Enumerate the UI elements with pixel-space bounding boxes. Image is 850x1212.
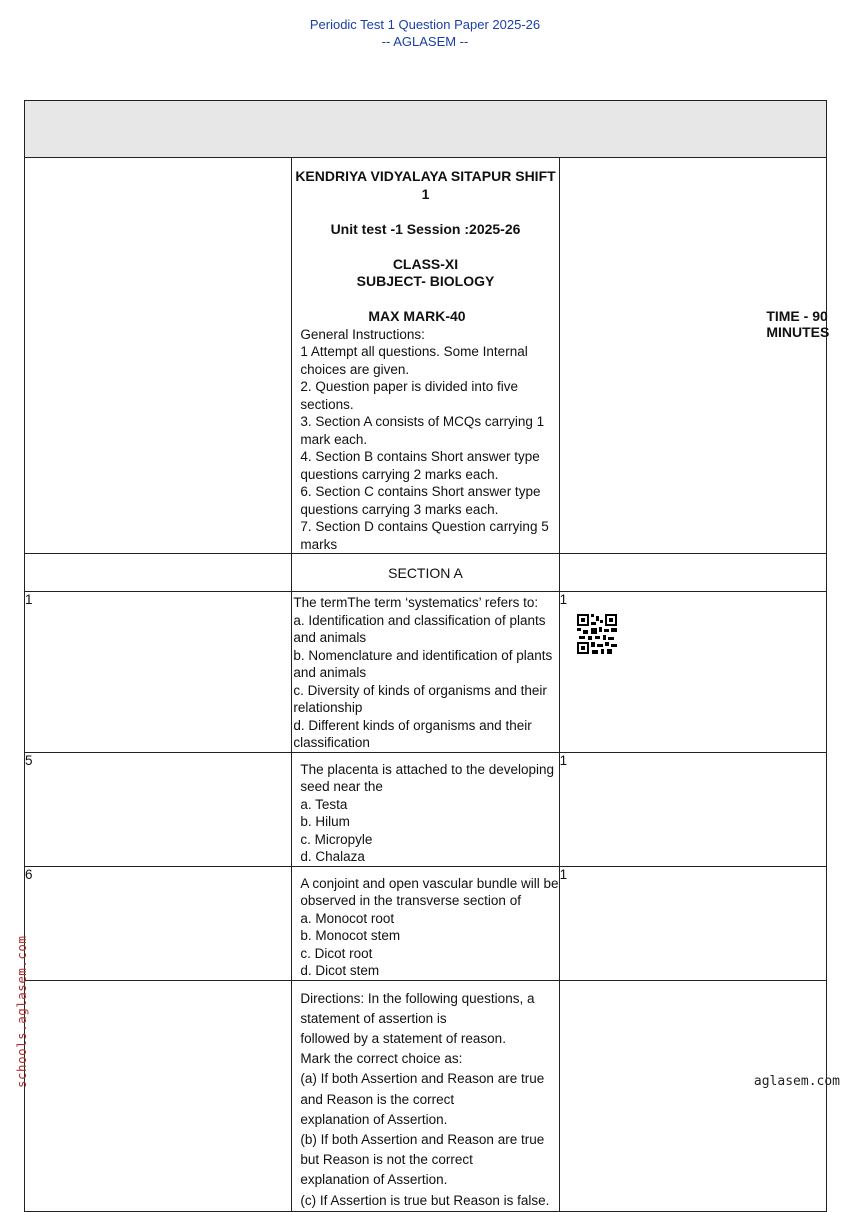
question-1 xyxy=(292,592,559,753)
question-number: 1 xyxy=(25,592,292,753)
marks-cell xyxy=(559,592,826,753)
instructions-title: General Instructions: xyxy=(300,326,425,342)
option: a. Testa xyxy=(300,796,348,812)
general-instructions xyxy=(292,326,558,554)
instruction-item: 1 Attempt all questions. Some Internal choices are given. xyxy=(300,344,528,377)
page-header xyxy=(0,16,850,50)
marks-value: 1 xyxy=(559,592,568,607)
option: d. Chalaza xyxy=(300,849,365,864)
marks-value: 1 xyxy=(559,866,568,882)
instruction-item: 2. Question paper is divided into five sections. xyxy=(300,379,518,412)
direction-line: explanation of Assertion. xyxy=(300,1111,448,1127)
max-mark: MAX MARK-40 xyxy=(368,308,466,324)
option: b. Nomenclature and identification of plants and animals xyxy=(293,647,553,680)
question-number: 6 xyxy=(25,866,292,980)
instruction-item: 7. Section D contains Question carrying 5 marks xyxy=(300,519,549,552)
direction-line: explanation of Assertion. xyxy=(300,1172,448,1188)
time-limit: TIME - 90 MINUTES xyxy=(766,308,830,340)
class-label: CLASS-XI xyxy=(392,255,459,272)
option: c. Dicot root xyxy=(300,945,373,961)
direction-line: Directions: In the following questions, a statement of assertion is xyxy=(300,990,535,1026)
section-a-heading: SECTION A xyxy=(292,554,559,592)
marks-cell xyxy=(559,866,826,980)
assertion-reason-directions xyxy=(292,980,559,1211)
option: b. Hilum xyxy=(300,814,350,829)
direction-line: Mark the correct choice as: xyxy=(300,1051,463,1067)
question-5 xyxy=(292,752,559,866)
empty-cell xyxy=(559,158,826,554)
session-title: Unit test -1 Session :2025-26 xyxy=(330,220,521,237)
empty-cell xyxy=(25,980,292,1211)
instruction-item: 3. Section A consists of MCQs carrying 1 mark each. xyxy=(300,414,545,447)
question-text: The termThe term ‘systematics’ refers to: xyxy=(293,595,539,610)
direction-line: followed by a statement of reason. xyxy=(300,1030,506,1046)
option: d. Different kinds of organisms and their classification xyxy=(293,717,532,750)
instruction-item: 4. Section B contains Short answer type questions carrying 2 marks each. xyxy=(300,449,540,482)
option: a. Identification and classification of plants and animals xyxy=(293,612,546,645)
question-text: The placenta is attached to the developing seed near the xyxy=(300,761,555,794)
option: c. Micropyle xyxy=(300,831,373,847)
empty-cell xyxy=(25,554,292,592)
option: c. Diversity of kinds of organisms and their relationship xyxy=(293,682,547,715)
question-text: A conjoint and open vascular bundle will be observed in the transverse section of xyxy=(300,875,559,908)
question-6 xyxy=(292,866,559,980)
blank-header-row xyxy=(25,101,827,158)
header-title: Periodic Test 1 Question Paper 2025-26 xyxy=(309,17,541,32)
school-name: KENDRIYA VIDYALAYA SITAPUR SHIFT 1 xyxy=(295,168,556,202)
direction-line: (a) If both Assertion and Reason are true and Reason is the correct xyxy=(300,1071,545,1107)
marks-cell xyxy=(559,752,826,866)
option: d. Dicot stem xyxy=(300,963,380,978)
marks-value: 1 xyxy=(559,752,568,768)
header-subtitle: -- AGLASEM -- xyxy=(381,34,469,49)
side-watermark: schools.aglasem.com xyxy=(14,935,29,1088)
instruction-item: 6. Section C contains Short answer type questions carrying 3 marks each. xyxy=(300,484,541,517)
direction-line: (b) If both Assertion and Reason are true but Reason is not the correct xyxy=(300,1131,545,1168)
empty-cell xyxy=(25,158,292,554)
qr-code-icon xyxy=(577,614,617,654)
subject-label: SUBJECT- BIOLOGY xyxy=(356,273,495,289)
footer-link[interactable]: aglasem.com xyxy=(753,1074,840,1089)
question-number: 5 xyxy=(25,752,292,866)
empty-cell xyxy=(559,554,826,592)
paper-info-cell xyxy=(292,158,830,554)
option: a. Monocot root xyxy=(300,910,395,926)
option: b. Monocot stem xyxy=(300,928,401,943)
question-paper-table xyxy=(24,100,830,1212)
empty-cell xyxy=(559,980,826,1211)
direction-line: (c) If Assertion is true but Reason is false. xyxy=(300,1192,550,1208)
